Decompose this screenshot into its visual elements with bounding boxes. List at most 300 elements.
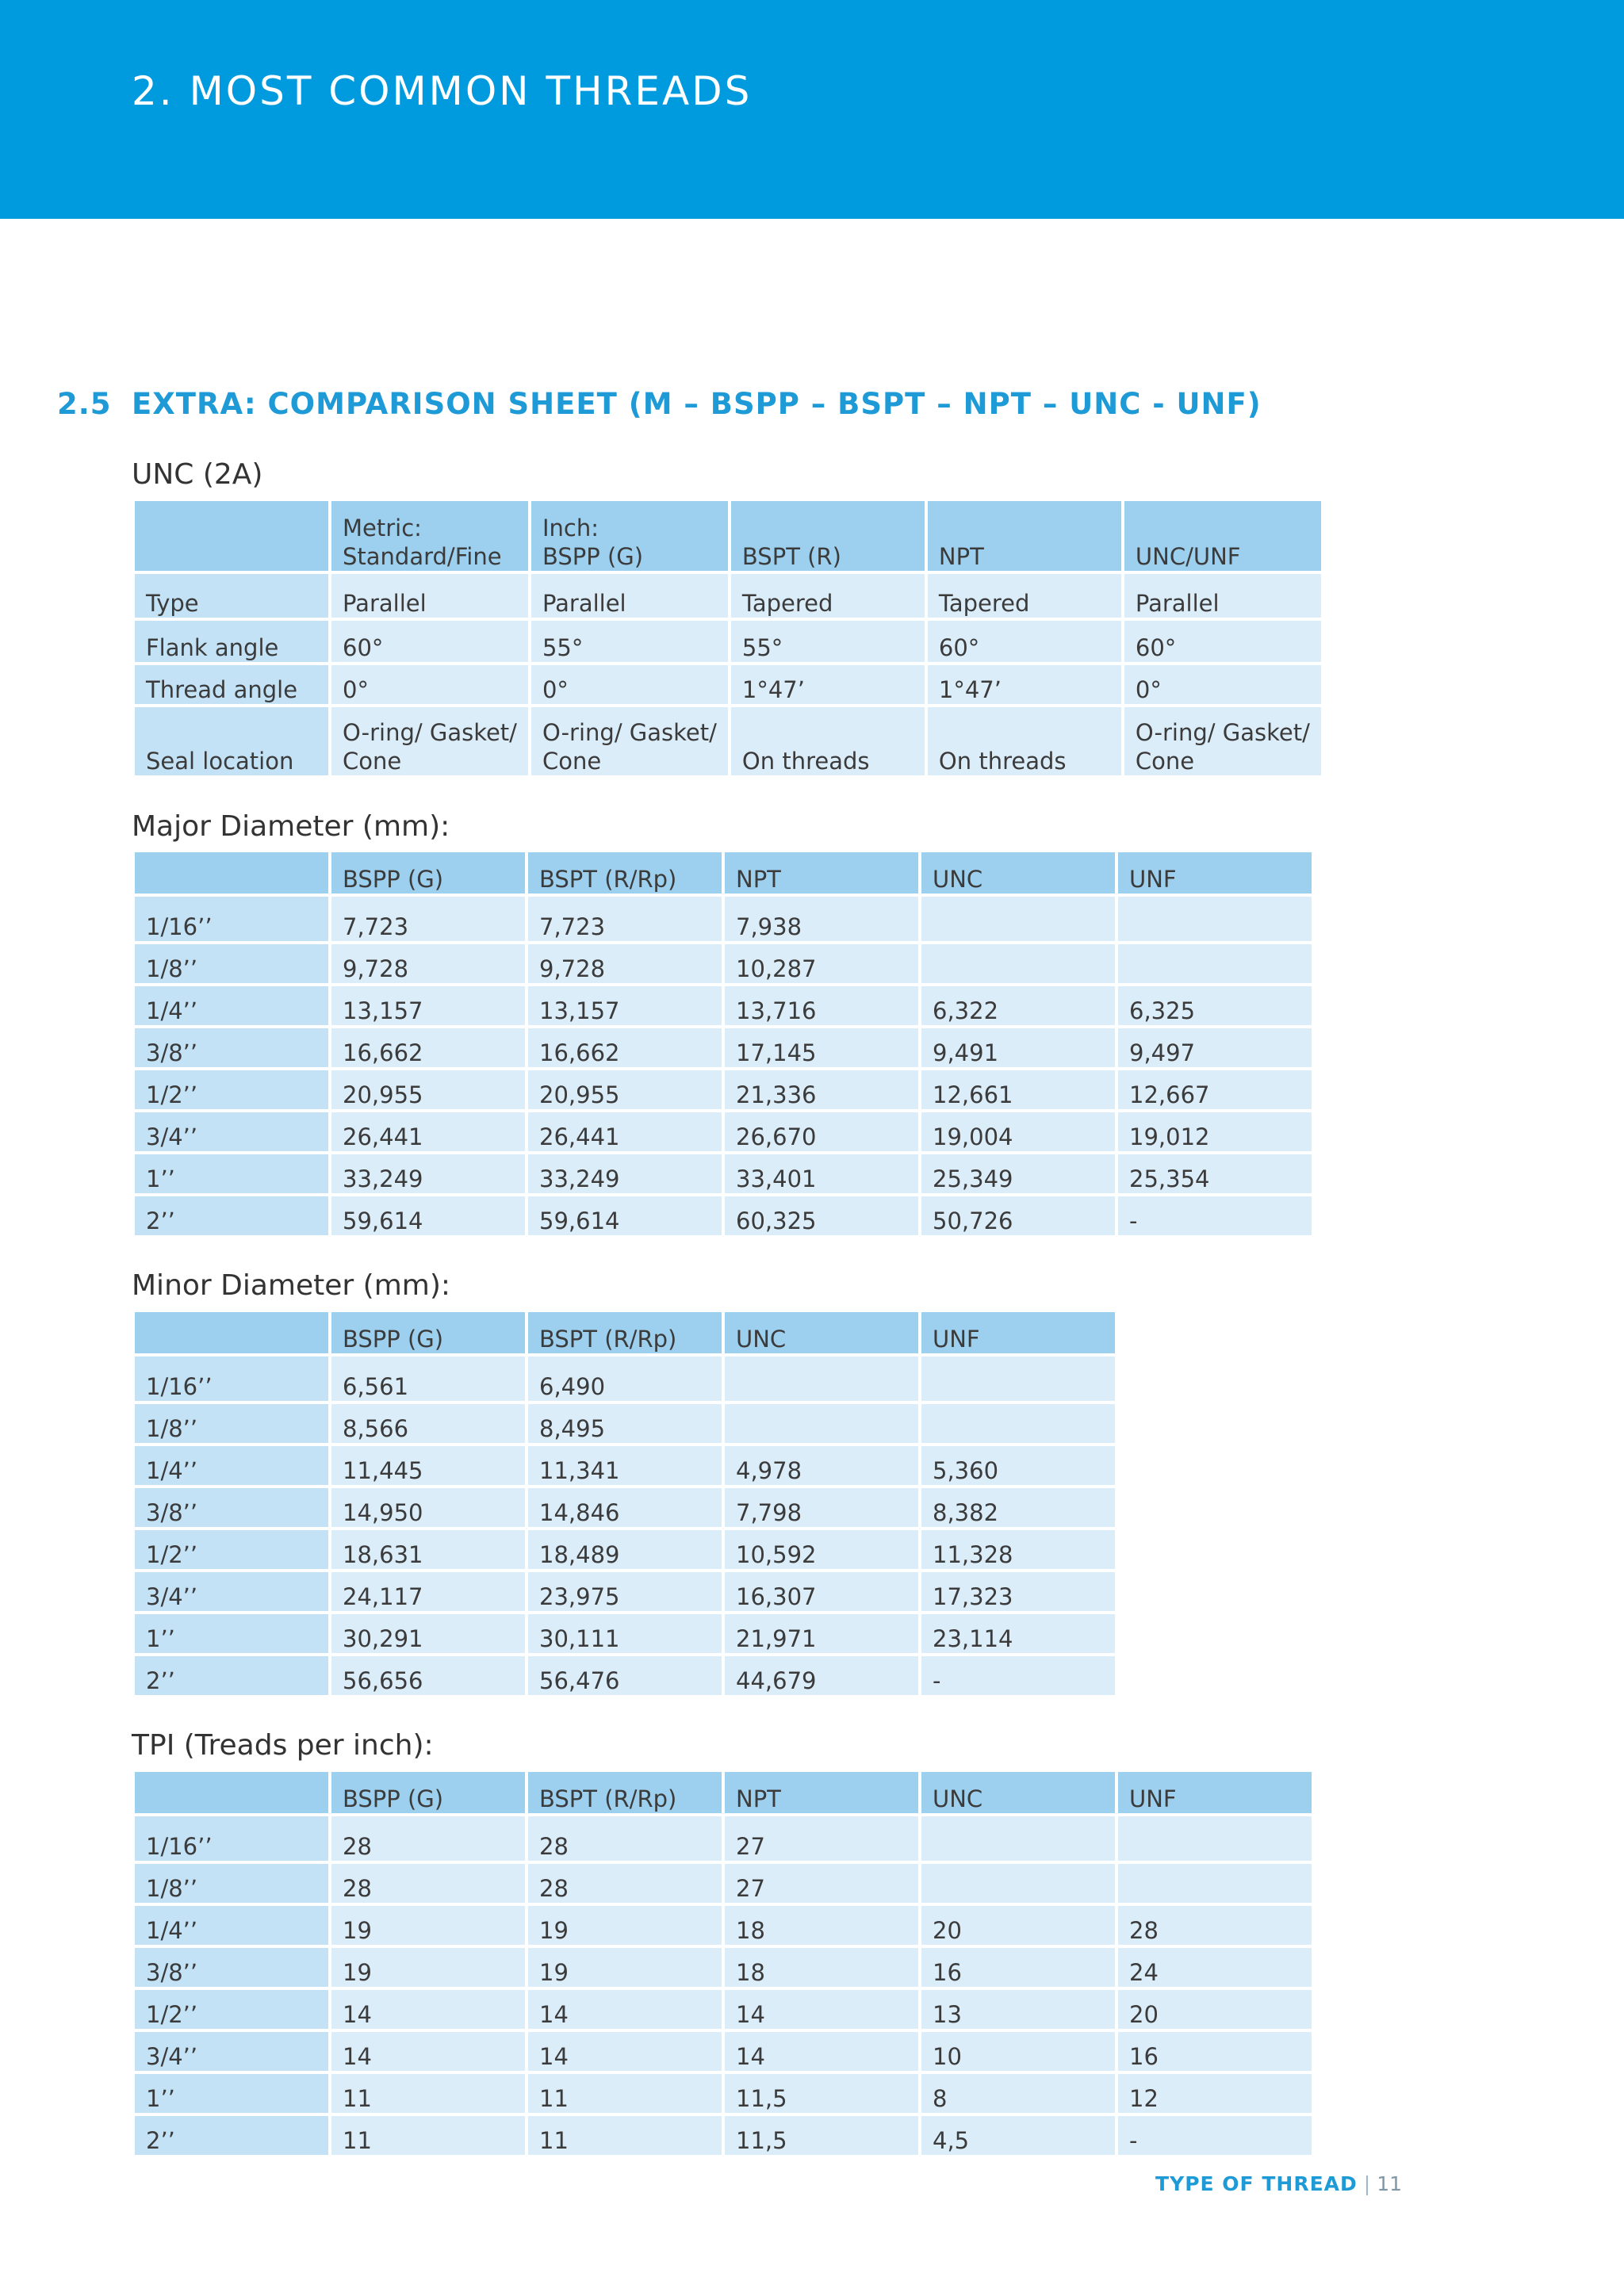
table-cell: [530, 619, 730, 664]
table-cell: [527, 1487, 723, 1529]
page-footer: [1155, 2172, 1402, 2195]
cell-text: UNC: [933, 866, 983, 893]
table-cell: [527, 1862, 723, 1904]
table-cell: [1116, 1862, 1313, 1904]
table-row: [133, 1153, 1313, 1195]
cell-text: 24: [1129, 1959, 1159, 1986]
cell-text: 0°: [343, 676, 369, 703]
table-cell: [527, 1904, 723, 1946]
cell-text: 60°: [343, 634, 384, 661]
cell-text: Tapered: [938, 590, 1030, 617]
cell-text: 18,631: [343, 1541, 423, 1568]
cell-text: 13,157: [539, 997, 620, 1024]
cell-text: Inch: BSPP (G): [542, 515, 644, 570]
cell-text: 4,5: [933, 2127, 970, 2154]
cell-text: 24,117: [343, 1583, 423, 1610]
cell-text: Thread angle: [146, 676, 298, 703]
table-cell: [920, 985, 1116, 1027]
row-label-3-4in: [133, 1571, 330, 1613]
table-cell: [527, 1571, 723, 1613]
table-cell: [723, 1815, 920, 1862]
table-cell: [1116, 1988, 1313, 2030]
table-row: [133, 572, 1323, 619]
cell-text: 6,561: [343, 1373, 409, 1400]
cell-text: On threads: [741, 748, 870, 775]
column-header: [723, 851, 920, 895]
table-cell: [730, 572, 926, 619]
cell-text: 23,975: [539, 1583, 620, 1610]
table-cell: [1116, 1946, 1313, 1988]
column-header: [926, 499, 1123, 572]
table-cell: [723, 1445, 920, 1487]
cell-text: Seal location: [146, 748, 294, 775]
cell-text: 19: [343, 1917, 372, 1944]
table-cell: [723, 2030, 920, 2072]
row-label-1-8in: [133, 1402, 330, 1445]
table-cell: [730, 706, 926, 777]
cell-text: 60,325: [736, 1207, 817, 1234]
table-row: [133, 706, 1323, 777]
cell-text: 3/8’’: [146, 1499, 198, 1526]
cell-text: 21,971: [736, 1625, 817, 1652]
table-cell: [723, 1655, 920, 1697]
cell-text: 8,566: [343, 1415, 409, 1442]
cell-text: 3/4’’: [146, 2043, 198, 2070]
table-cell: [723, 1195, 920, 1237]
table-cell: [723, 1529, 920, 1571]
cell-text: BSPP (G): [343, 866, 444, 893]
table-cell: [723, 1355, 920, 1402]
row-label-1-4in: [133, 985, 330, 1027]
cell-text: BSPT (R/Rp): [539, 1326, 677, 1353]
tpi-caption: TPI (Treads per inch):: [132, 1729, 434, 1762]
table-cell: [330, 1445, 527, 1487]
table-cell: [530, 706, 730, 777]
cell-text: 3/4’’: [146, 1123, 198, 1150]
column-header: [330, 1770, 527, 1815]
table-cell: [920, 1815, 1116, 1862]
cell-text: 9,491: [933, 1039, 999, 1066]
table-cell: [926, 572, 1123, 619]
cell-text: 11,328: [933, 1541, 1013, 1568]
header-corner-cell: [133, 1311, 330, 1355]
table-cell: [723, 1111, 920, 1153]
table-cell: [527, 1195, 723, 1237]
cell-text: Parallel: [1135, 590, 1220, 617]
table-cell: [330, 2030, 527, 2072]
row-label-1-16in: [133, 1355, 330, 1402]
cell-text: 10,287: [736, 955, 817, 982]
cell-text: -: [1129, 2127, 1138, 2154]
table-cell: [330, 1069, 527, 1111]
cell-text: 1/16’’: [146, 913, 213, 940]
cell-text: 26,670: [736, 1123, 817, 1150]
cell-text: 60°: [938, 634, 980, 661]
table-row: [133, 1355, 1116, 1402]
tpi-table: [132, 1769, 1315, 2158]
cell-text: Parallel: [542, 590, 626, 617]
column-header: [730, 499, 926, 572]
minor-diameter-caption: Minor Diameter (mm):: [132, 1269, 451, 1302]
table-cell: [926, 619, 1123, 664]
chapter-title: 2. MOST COMMON THREADS: [132, 68, 753, 114]
row-label-1-16in: [133, 895, 330, 943]
table-cell: [330, 985, 527, 1027]
table-cell: [1116, 1904, 1313, 1946]
cell-text: 13,157: [343, 997, 423, 1024]
cell-text: On threads: [938, 748, 1067, 775]
row-label-1-2in: [133, 1529, 330, 1571]
cell-text: 18: [736, 1917, 765, 1944]
table-cell: [920, 943, 1116, 985]
cell-text: 1/2’’: [146, 1541, 198, 1568]
cell-text: 11,5: [736, 2127, 787, 2154]
table-cell: [330, 1904, 527, 1946]
cell-text: 14: [539, 2001, 569, 2028]
table-cell: [920, 1069, 1116, 1111]
row-label-3-4in: [133, 1111, 330, 1153]
cell-text: 6,490: [539, 1373, 606, 1400]
row-label-2in: [133, 2114, 330, 2156]
cell-text: 16,662: [343, 1039, 423, 1066]
cell-text: 26,441: [343, 1123, 423, 1150]
table-cell: [730, 664, 926, 706]
table-cell: [723, 1862, 920, 1904]
cell-text: 17,145: [736, 1039, 817, 1066]
table-row: [133, 1862, 1313, 1904]
minor-diameter-table: [132, 1309, 1118, 1698]
table-cell: [527, 1153, 723, 1195]
column-header: [527, 851, 723, 895]
cell-text: 25,354: [1129, 1165, 1210, 1192]
table-cell: [330, 1655, 527, 1697]
cell-text: 19: [343, 1959, 372, 1986]
table-cell: [527, 1445, 723, 1487]
cell-text: 0°: [542, 676, 569, 703]
table-cell: [1116, 1195, 1313, 1237]
table-cell: [920, 2072, 1116, 2114]
cell-text: UNC: [736, 1326, 787, 1353]
table-row: [133, 1069, 1313, 1111]
cell-text: 21,336: [736, 1081, 817, 1108]
table-cell: [920, 1655, 1116, 1697]
table-cell: [527, 943, 723, 985]
table-cell: [920, 1988, 1116, 2030]
cell-text: 17,323: [933, 1583, 1013, 1610]
cell-text: 11: [539, 2085, 569, 2112]
cell-text: 1/2’’: [146, 1081, 198, 1108]
cell-text: 20,955: [343, 1081, 423, 1108]
cell-text: 7,723: [343, 913, 409, 940]
table-cell: [723, 1153, 920, 1195]
cell-text: -: [933, 1667, 941, 1694]
cell-text: 0°: [1135, 676, 1162, 703]
cell-text: 56,476: [539, 1667, 620, 1694]
cell-text: 13: [933, 2001, 962, 2028]
table-cell: [723, 985, 920, 1027]
row-label-1-8in: [133, 943, 330, 985]
cell-text: 1/8’’: [146, 1875, 198, 1902]
row-label-3-4in: [133, 2030, 330, 2072]
cell-text: 2’’: [146, 1667, 175, 1694]
table-cell: [527, 1946, 723, 1988]
table-cell: [330, 619, 530, 664]
table-cell: [527, 895, 723, 943]
table-cell: [920, 1487, 1116, 1529]
cell-text: O-ring/ Gasket/ Cone: [343, 719, 517, 775]
page-number: 11: [1377, 2172, 1402, 2195]
table-row: [133, 1613, 1116, 1655]
cell-text: 19: [539, 1959, 569, 1986]
cell-text: 9,497: [1129, 1039, 1196, 1066]
header-corner-cell: [133, 851, 330, 895]
table-header-row: [133, 851, 1313, 895]
table-cell: [527, 1111, 723, 1153]
cell-text: UNF: [933, 1326, 980, 1353]
table-cell: [730, 619, 926, 664]
row-label-1-4in: [133, 1904, 330, 1946]
cell-text: 12: [1129, 2085, 1159, 2112]
cell-text: 2’’: [146, 1207, 175, 1234]
table-cell: [1116, 2030, 1313, 2072]
cell-text: 1/4’’: [146, 1917, 198, 1944]
cell-text: UNC: [933, 1785, 983, 1812]
cell-text: 1/16’’: [146, 1373, 213, 1400]
table-row: [133, 895, 1313, 943]
table-row: [133, 1195, 1313, 1237]
table-row: [133, 985, 1313, 1027]
cell-text: 28: [343, 1875, 372, 1902]
table-cell: [527, 1069, 723, 1111]
table-cell: [527, 2114, 723, 2156]
row-label-type: [133, 572, 330, 619]
header-banner: [0, 0, 1624, 219]
cell-text: 16: [1129, 2043, 1159, 2070]
row-label-2in: [133, 1195, 330, 1237]
table-cell: [723, 1904, 920, 1946]
table-row: [133, 1445, 1116, 1487]
row-label-1in: [133, 2072, 330, 2114]
properties-table-caption: UNC (2A): [132, 458, 263, 491]
column-header: [330, 1311, 527, 1355]
table-cell: [330, 1529, 527, 1571]
cell-text: 18: [736, 1959, 765, 1986]
table-cell: [723, 2114, 920, 2156]
column-header: [723, 1311, 920, 1355]
cell-text: 13,716: [736, 997, 817, 1024]
table-cell: [723, 1402, 920, 1445]
cell-text: 1/4’’: [146, 997, 198, 1024]
table-cell: [1116, 2072, 1313, 2114]
cell-text: NPT: [938, 543, 984, 570]
header-corner-cell: [133, 1770, 330, 1815]
cell-text: 14: [736, 2001, 765, 2028]
table-cell: [1123, 572, 1323, 619]
table-row: [133, 619, 1323, 664]
cell-text: 9,728: [539, 955, 606, 982]
major-diameter-caption: Major Diameter (mm):: [132, 810, 450, 843]
table-row: [133, 2072, 1313, 2114]
cell-text: 7,723: [539, 913, 606, 940]
cell-text: BSPT (R/Rp): [539, 1785, 677, 1812]
cell-text: Flank angle: [146, 634, 279, 661]
table-cell: [330, 1487, 527, 1529]
table-cell: [330, 1111, 527, 1153]
table-cell: [920, 2030, 1116, 2072]
table-cell: [330, 2072, 527, 2114]
table-cell: [723, 1946, 920, 1988]
row-label-2in: [133, 1655, 330, 1697]
table-cell: [527, 1027, 723, 1069]
cell-text: 56,656: [343, 1667, 423, 1694]
table-cell: [527, 2030, 723, 2072]
cell-text: 14: [736, 2043, 765, 2070]
section-title: EXTRA: COMPARISON SHEET (M – BSPP – BSPT – NPT – UNC - UNF): [132, 387, 1262, 421]
cell-text: 11: [343, 2127, 372, 2154]
cell-text: 28: [1129, 1917, 1159, 1944]
cell-text: 14,950: [343, 1499, 423, 1526]
table-cell: [723, 2072, 920, 2114]
cell-text: 10,592: [736, 1541, 817, 1568]
column-header: [530, 499, 730, 572]
table-cell: [723, 1027, 920, 1069]
column-header: [330, 499, 530, 572]
cell-text: BSPT (R): [741, 543, 841, 570]
cell-text: 19,012: [1129, 1123, 1210, 1150]
cell-text: O-ring/ Gasket/ Cone: [1135, 719, 1310, 775]
cell-text: Tapered: [741, 590, 833, 617]
table-row: [133, 1946, 1313, 1988]
cell-text: 28: [343, 1833, 372, 1860]
table-cell: [1116, 1111, 1313, 1153]
table-cell: [1116, 985, 1313, 1027]
table-cell: [527, 1815, 723, 1862]
cell-text: 30,111: [539, 1625, 620, 1652]
cell-text: 3/8’’: [146, 1959, 198, 1986]
table-cell: [527, 2072, 723, 2114]
cell-text: 7,938: [736, 913, 802, 940]
cell-text: 20,955: [539, 1081, 620, 1108]
row-label-flank-angle: [133, 619, 330, 664]
column-header: [1116, 851, 1313, 895]
table-cell: [527, 1355, 723, 1402]
column-header: [920, 1770, 1116, 1815]
cell-text: 8,495: [539, 1415, 606, 1442]
table-cell: [920, 1946, 1116, 1988]
cell-text: 33,249: [343, 1165, 423, 1192]
cell-text: 16,662: [539, 1039, 620, 1066]
table-cell: [920, 1862, 1116, 1904]
table-cell: [920, 1402, 1116, 1445]
table-cell: [920, 1445, 1116, 1487]
section-heading: [57, 387, 1262, 421]
row-label-3-8in: [133, 1946, 330, 1988]
table-cell: [527, 1613, 723, 1655]
row-label-1in: [133, 1613, 330, 1655]
table-cell: [330, 1946, 527, 1988]
cell-text: 20: [1129, 2001, 1159, 2028]
table-cell: [530, 664, 730, 706]
cell-text: 1/4’’: [146, 1457, 198, 1484]
cell-text: 33,401: [736, 1165, 817, 1192]
cell-text: 16,307: [736, 1583, 817, 1610]
header-corner-cell: [133, 499, 330, 572]
major-diameter-table: [132, 849, 1315, 1238]
cell-text: 11,341: [539, 1457, 620, 1484]
table-cell: [330, 2114, 527, 2156]
cell-text: 14: [343, 2001, 372, 2028]
table-cell: [330, 1027, 527, 1069]
cell-text: 59,614: [343, 1207, 423, 1234]
cell-text: 6,322: [933, 997, 999, 1024]
cell-text: UNF: [1129, 1785, 1177, 1812]
table-cell: [926, 664, 1123, 706]
cell-text: 8: [933, 2085, 948, 2112]
table-cell: [920, 1153, 1116, 1195]
table-row: [133, 1815, 1313, 1862]
cell-text: O-ring/ Gasket/ Cone: [542, 719, 717, 775]
cell-text: BSPT (R/Rp): [539, 866, 677, 893]
table-cell: [330, 895, 527, 943]
table-cell: [920, 1111, 1116, 1153]
cell-text: 1/16’’: [146, 1833, 213, 1860]
table-cell: [920, 2114, 1116, 2156]
cell-text: NPT: [736, 1785, 781, 1812]
table-row: [133, 1402, 1116, 1445]
cell-text: 20: [933, 1917, 962, 1944]
cell-text: 30,291: [343, 1625, 423, 1652]
table-cell: [920, 1195, 1116, 1237]
footer-label: TYPE OF THREAD: [1155, 2172, 1358, 2195]
table-cell: [1116, 895, 1313, 943]
cell-text: 11: [539, 2127, 569, 2154]
cell-text: 11,5: [736, 2085, 787, 2112]
cell-text: 14,846: [539, 1499, 620, 1526]
row-label-1in: [133, 1153, 330, 1195]
table-cell: [926, 706, 1123, 777]
table-cell: [527, 1402, 723, 1445]
table-cell: [527, 1655, 723, 1697]
cell-text: 26,441: [539, 1123, 620, 1150]
table-cell: [1123, 619, 1323, 664]
row-label-seal-location: [133, 706, 330, 777]
table-cell: [527, 1529, 723, 1571]
cell-text: 11,445: [343, 1457, 423, 1484]
table-row: [133, 664, 1323, 706]
cell-text: UNC/UNF: [1135, 543, 1241, 570]
table-cell: [330, 1153, 527, 1195]
table-cell: [723, 1613, 920, 1655]
cell-text: 6,325: [1129, 997, 1196, 1024]
table-cell: [330, 1402, 527, 1445]
row-label-1-8in: [133, 1862, 330, 1904]
column-header: [920, 1311, 1116, 1355]
table-cell: [1123, 664, 1323, 706]
cell-text: 3/4’’: [146, 1583, 198, 1610]
table-cell: [920, 895, 1116, 943]
cell-text: 7,798: [736, 1499, 802, 1526]
cell-text: 19: [539, 1917, 569, 1944]
cell-text: 1/8’’: [146, 1415, 198, 1442]
footer-separator: |: [1363, 2172, 1371, 2195]
cell-text: 1/8’’: [146, 955, 198, 982]
column-header: [527, 1770, 723, 1815]
cell-text: 1°47’: [741, 676, 805, 703]
cell-text: 1’’: [146, 1165, 175, 1192]
cell-text: 4,978: [736, 1457, 802, 1484]
table-row: [133, 1655, 1116, 1697]
cell-text: 27: [736, 1833, 765, 1860]
